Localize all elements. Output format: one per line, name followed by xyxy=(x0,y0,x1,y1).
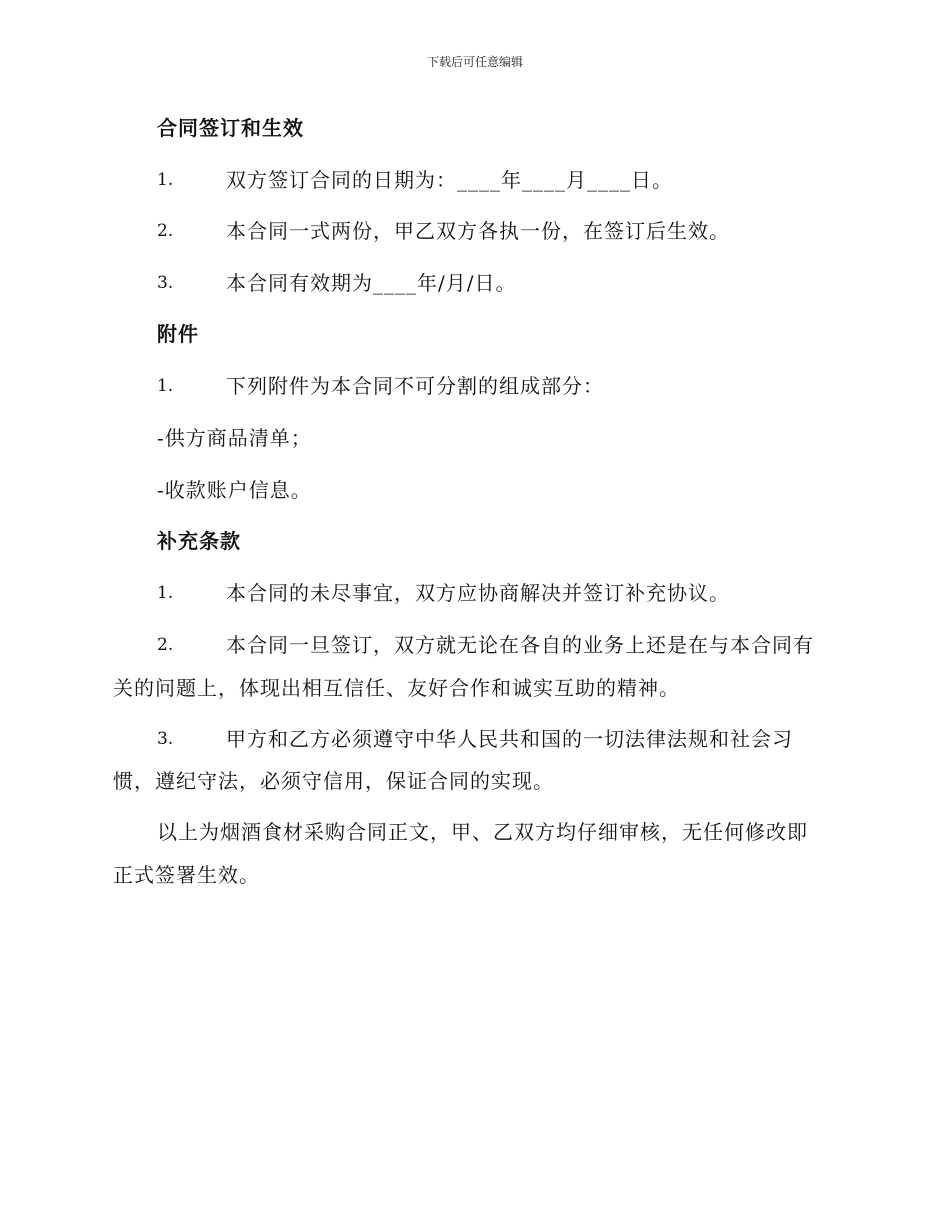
signing-item-1-number: 1. xyxy=(157,170,174,190)
supplementary-item-3-line-1: 甲方和乙方必须遵守中华人民共和国的一切法律法规和社会习 xyxy=(226,727,793,751)
supplementary-item-2-line-1: 本合同一旦签订，双方就无论在各自的业务上还是在与本合同有 xyxy=(226,633,814,657)
attachments-item-1-text: 下列附件为本合同不可分割的组成部分： xyxy=(226,374,604,398)
attachment-bullet-goods-list: -供方商品清单； xyxy=(157,426,312,450)
supplementary-item-3-number: 3. xyxy=(157,729,174,749)
supplementary-item-1-number: 1. xyxy=(157,583,174,603)
attachments-item-1-number: 1. xyxy=(157,376,174,396)
supplementary-item-1-text: 本合同的未尽事宜，双方应协商解决并签订补充协议。 xyxy=(226,581,730,605)
attachment-bullet-account-info: -收款账户信息。 xyxy=(157,478,312,502)
supplementary-item-2-number: 2. xyxy=(157,635,174,655)
signing-item-1-text: 双方签订合同的日期为：____年____月____日。 xyxy=(226,168,673,192)
closing-paragraph-line-1: 以上为烟酒食材采购合同正文，甲、乙双方均仔细审核，无任何修改即 xyxy=(157,820,808,844)
signing-item-2-number: 2. xyxy=(157,221,174,241)
supplementary-item-3-line-2: 惯，遵纪守法，必须守信用，保证合同的实现。 xyxy=(113,769,554,793)
section-heading-signing: 合同签订和生效 xyxy=(157,116,304,140)
signing-item-3-text: 本合同有效期为____年/月/日。 xyxy=(226,271,517,295)
signing-item-2-text: 本合同一式两份，甲乙双方各执一份，在签订后生效。 xyxy=(226,219,730,243)
section-heading-supplementary: 补充条款 xyxy=(157,529,241,553)
signing-item-3-number: 3. xyxy=(157,273,174,293)
page-header-note: 下载后可任意编辑 xyxy=(426,55,523,69)
supplementary-item-2-line-2: 关的问题上，体现出相互信任、友好合作和诚实互助的精神。 xyxy=(113,676,680,700)
section-heading-attachments: 附件 xyxy=(157,322,199,346)
closing-paragraph-line-2: 正式签署生效。 xyxy=(113,863,260,887)
